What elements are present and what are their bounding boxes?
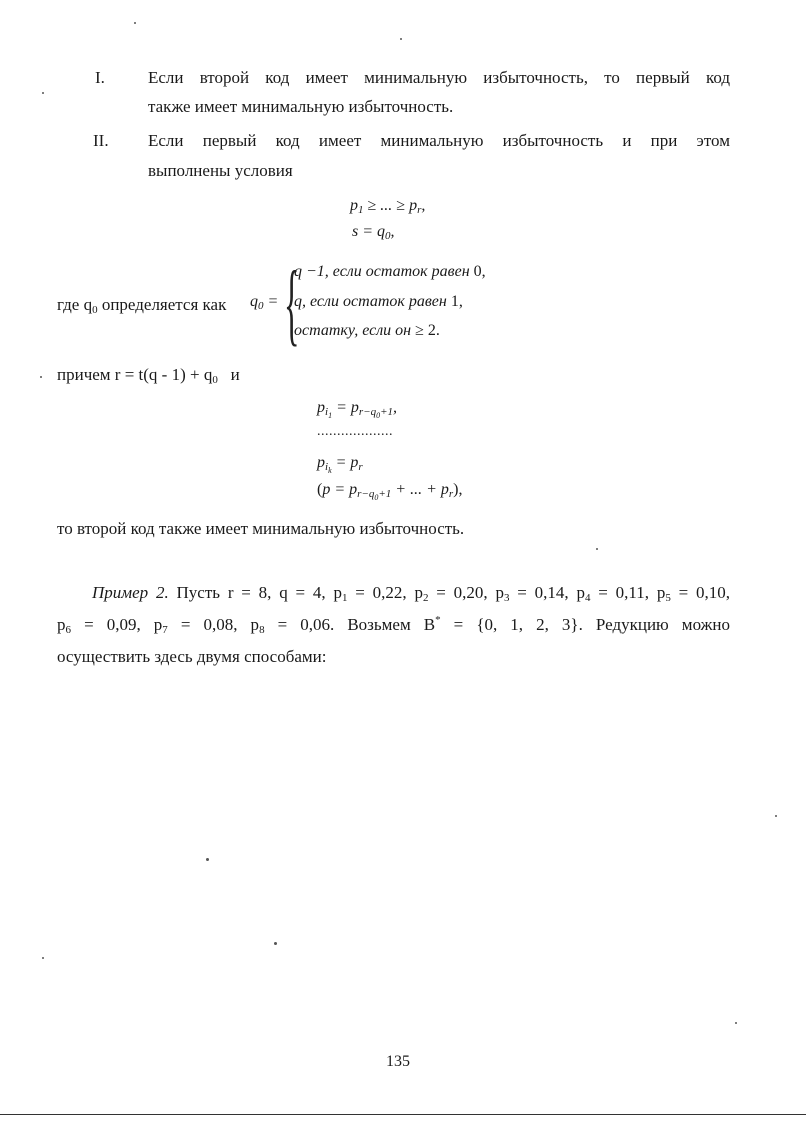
scan-speck	[775, 815, 777, 817]
item-1-marker: I.	[95, 68, 105, 87]
equation-1: $p_{i_1} = p_{r-q_0+1}$,	[317, 399, 398, 420]
scan-speck	[400, 38, 402, 40]
scan-edge-line	[0, 1114, 806, 1115]
scan-speck	[40, 376, 42, 378]
item-1-line-1: Если второй код имеет минимальную избыточность, то первый код	[148, 68, 730, 87]
scan-speck	[596, 548, 598, 550]
scan-speck	[134, 22, 136, 24]
item-2-line-2: выполнены условия	[148, 161, 293, 180]
scan-speck	[42, 92, 44, 94]
r-relation-line: причем $r = t(q - 1) + q_0$ и	[57, 365, 240, 386]
equation-dots: ...................	[317, 424, 393, 439]
equation-3: ($p = p_{r-q_0+1}$ + ... + $p_r$),	[317, 481, 463, 502]
example-line-1: Пример 2. Пусть r = 8, q = 4, $p_1 = 0,22$, $p_2 = 0,20$, $p_3 = 0,14$, $p_4 = 0,11$, $p_5 = 0,10$,	[92, 583, 731, 604]
condition-2: $s = q_0$,	[352, 223, 395, 242]
q0-case-3: остатку, если он ≥ 2.	[294, 322, 440, 339]
scan-speck	[42, 957, 44, 959]
item-2-line-1: Если первый код имеет минимальную избыточность и при этом	[148, 131, 730, 150]
equation-2: $p_{i_k} = p_r$	[317, 454, 363, 475]
q0-def-lead: где $q_0$ определяется как	[57, 295, 227, 316]
scan-speck	[735, 1022, 737, 1024]
conclusion-line: то второй код также имеет минимальную избыточность.	[57, 519, 465, 538]
q0-def-lhs: $q_0$ =	[250, 293, 279, 312]
q0-case-1: q −1, если остаток равен 0,	[294, 263, 486, 280]
example-line-2: $p_6 = 0,09$, $p_7 = 0,08$, $p_8 = 0,06$. Возьмем B* = {0, 1, 2, 3}. Редукцию можно	[57, 614, 730, 636]
example-line-3: осуществить здесь двумя способами:	[57, 647, 327, 666]
q0-case-2: q, если остаток равен 1,	[294, 293, 463, 310]
cases-brace: {	[284, 252, 300, 354]
scan-speck	[274, 942, 277, 945]
page-number: 135	[386, 1053, 410, 1070]
item-1-line-2: также имеет минимальную избыточность.	[148, 97, 454, 116]
scan-speck	[206, 858, 209, 861]
item-2-marker: II.	[93, 131, 109, 150]
condition-1: $p_1$ ≥ ... ≥ $p_r$,	[350, 197, 426, 216]
